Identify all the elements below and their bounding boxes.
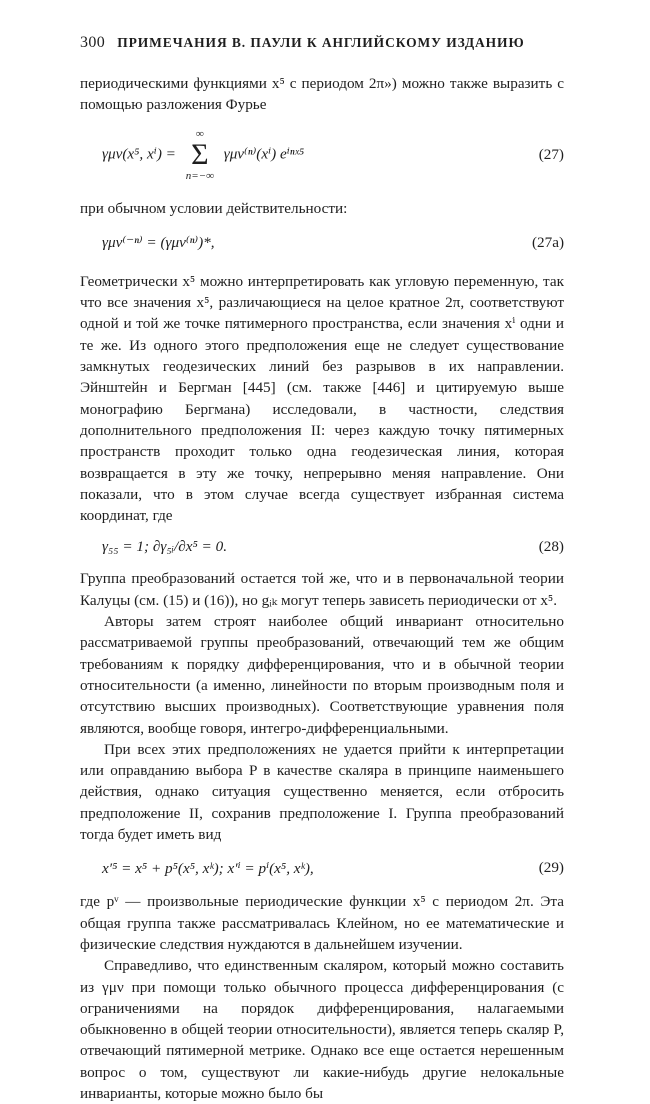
sigma-symbol: Σ xyxy=(191,137,209,171)
paragraph-assumptions: При всех этих предположениях не удается прийти к интерпретации или оправданию выбора P в качестве скаляра в принципе наименьшего действия, однако ситуация существенно меняется, если отбросить предположение II, сохранив предположение I. Группа преобразований тогда будет иметь вид xyxy=(80,740,564,844)
equation-27a-number: (27a) xyxy=(531,233,564,251)
equation-28 xyxy=(80,530,564,564)
equation-27a xyxy=(80,223,564,263)
sum-lower-limit: n=−∞ xyxy=(185,169,214,182)
equation-27-rhs: γμν⁽ⁿ⁾(xⁱ) eⁱⁿˣ⁵ xyxy=(223,145,305,163)
equation-27-number: (27) xyxy=(538,145,564,163)
paragraph-invariant: Авторы затем строят наиболее общий инвариант относительно рассматриваемой группы преобразований, отвечающий тем же общим требованиям к порядку дифференцирования, что и в обычной теории относительности (а именно, линейности по вторым производным поля и отсутствию высших производных). Соответствующие уравнения поля являются, вообще говоря, интегро-дифференциальными. xyxy=(80,613,564,737)
equation-27-formula xyxy=(80,128,304,182)
equation-29 xyxy=(80,851,564,885)
sum-upper-limit: ∞ xyxy=(195,127,204,140)
equation-27 xyxy=(80,120,564,190)
equation-29-formula: x′⁵ = x⁵ + p⁵(x⁵, xᵏ); x′ⁱ = pⁱ(x⁵, xᵏ), xyxy=(102,859,314,877)
running-title: ПРИМЕЧАНИЯ В. ПАУЛИ К АНГЛИЙСКОМУ ИЗДАНИЮ xyxy=(117,35,525,50)
paragraph-geometry: Геометрически x⁵ можно интерпретировать как угловую переменную, так что все значения x⁵, различающиеся на целое кратное 2π, соответствуют одной и той же точке пятимерного пространства, если значения xⁱ одни и те же. Из одного этого предположения еще не следует существование замкнутых геодезических линий без разрывов в их направлении. Эйнштейн и Бергман [445] (см. также [446] и цитируемую выше монографию Бергмана) исследовали, в частности, следствия дополнительного предположения II: через каждую точку пятимерных пространств проходит только одна геодезическая линия, которая возвращается в эту же точку, непрерывно меняя направление. Они показали, что в этом случае всегда существует избранная система координат, где xyxy=(80,272,564,525)
page-number: 300 xyxy=(80,34,106,51)
page-header xyxy=(80,34,564,52)
paragraph-group: Группа преобразований остается той же, что и в первоначальной теории Калуцы (см. (15) и (16)), но gᵢₖ могут теперь зависеть периодически от x⁵. xyxy=(80,570,564,609)
paragraph-intro: периодическими функциями x⁵ с периодом 2π») можно также выразить с помощью разложения Фурье xyxy=(80,75,564,114)
paragraph-scalar: Справедливо, что единственным скаляром, который можно составить из γμν при помощи только обычного процесса дифференцирования (с ограничениями на порядок дифференцирования, налагаемыми обыкновенно в общей теории относительности), является теперь скаляр P, отвечающий пятимерной метрике. Однако все еще остается нерешенным вопрос о том, существуют ли какие-нибудь другие нелокальные инварианты, которые можно было бы xyxy=(80,957,564,1102)
equation-27a-formula: γμν⁽⁻ⁿ⁾ = (γμν⁽ⁿ⁾)*, xyxy=(102,234,215,252)
equation-28-formula: γ₅₅ = 1; ∂γ₅ᵢ/∂x⁵ = 0. xyxy=(102,538,227,556)
book-page xyxy=(80,34,564,1104)
equation-27-lhs: γμν(x⁵, xⁱ) = xyxy=(102,145,176,163)
summation-sign xyxy=(186,128,214,182)
equation-29-number: (29) xyxy=(538,859,564,877)
equation-28-number: (28) xyxy=(538,538,564,556)
paragraph-klein: где pᵛ — произвольные периодические функции x⁵ с периодом 2π. Эта общая группа также рассматривалась Клейном, но ее математические и физические следствия нуждаются в дальнейшем изучении. xyxy=(80,893,564,953)
paragraph-reality: при обычном условии действительности: xyxy=(80,199,348,217)
